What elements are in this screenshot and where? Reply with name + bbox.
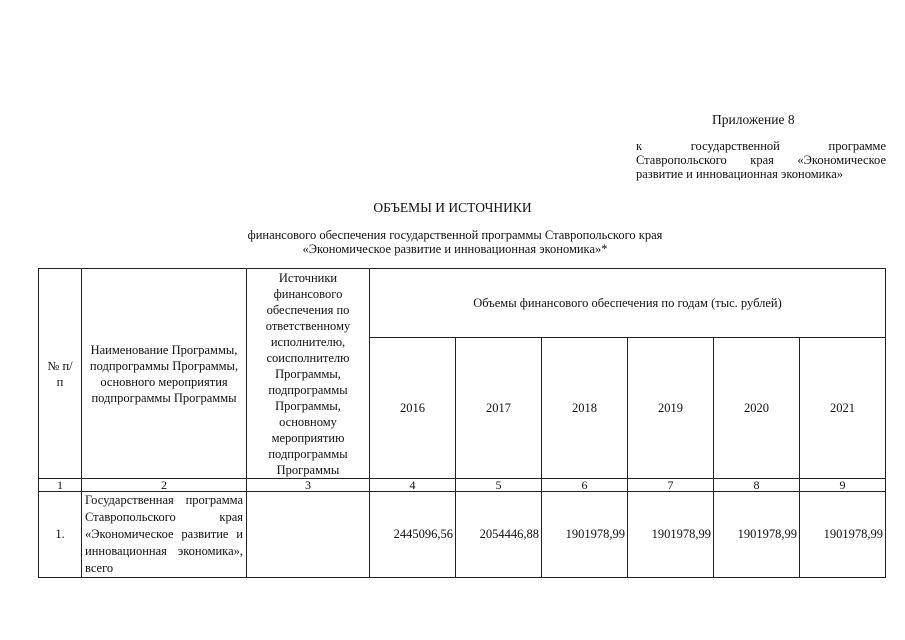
year-cell: 2016 [370, 338, 456, 479]
year-cell: 2020 [714, 338, 800, 479]
appendix-reference: к государственной программе Ставропольского края «Экономическое развитие и инновационная экономика» [636, 139, 886, 181]
row-value: 1901978,99 [542, 492, 628, 578]
document-title: ОБЪЕМЫ И ИСТОЧНИКИ [373, 200, 532, 215]
header-cell-name: Наименование Программы, подпрограммы Программы, основного мероприятия подпрограммы Программы [82, 269, 247, 479]
year-cell: 2021 [800, 338, 886, 479]
column-number: 2 [82, 479, 247, 492]
header-cell-number: № п/п [39, 269, 82, 479]
row-source [247, 492, 370, 578]
column-number: 3 [247, 479, 370, 492]
year-cell: 2017 [456, 338, 542, 479]
row-value: 2054446,88 [456, 492, 542, 578]
header-cell-source: Источники финансового обеспечения по ответственному исполнителю, соисполнителю Программы, подпрограммы Программы, основному мероприятию подпрограммы Программы [247, 269, 370, 479]
column-number: 6 [542, 479, 628, 492]
row-value: 2445096,56 [370, 492, 456, 578]
column-number-row [39, 479, 886, 492]
column-number: 9 [800, 479, 886, 492]
appendix-title: Приложение 8 [712, 112, 795, 127]
column-number: 7 [628, 479, 714, 492]
column-number: 8 [714, 479, 800, 492]
subtitle-line-2: «Экономическое развитие и инновационная экономика»* [302, 242, 608, 256]
row-value: 1901978,99 [800, 492, 886, 578]
financing-table [38, 268, 886, 578]
column-number: 1 [39, 479, 82, 492]
row-name-cell [82, 492, 247, 578]
year-cell: 2018 [542, 338, 628, 479]
row-name: Государственная программа Ставропольского края «Экономическое развитие и инновационная экономика», всего [85, 493, 243, 575]
column-number: 4 [370, 479, 456, 492]
column-number: 5 [456, 479, 542, 492]
row-number: 1. [39, 492, 82, 578]
row-value: 1901978,99 [714, 492, 800, 578]
header-cell-volumes: Объемы финансового обеспечения по годам (тыс. рублей) [370, 269, 886, 338]
document-subtitle [195, 228, 715, 256]
subtitle-line-1: финансового обеспечения государственной программы Ставропольского края [247, 228, 663, 242]
row-value: 1901978,99 [628, 492, 714, 578]
table-row [39, 492, 886, 578]
year-cell: 2019 [628, 338, 714, 479]
